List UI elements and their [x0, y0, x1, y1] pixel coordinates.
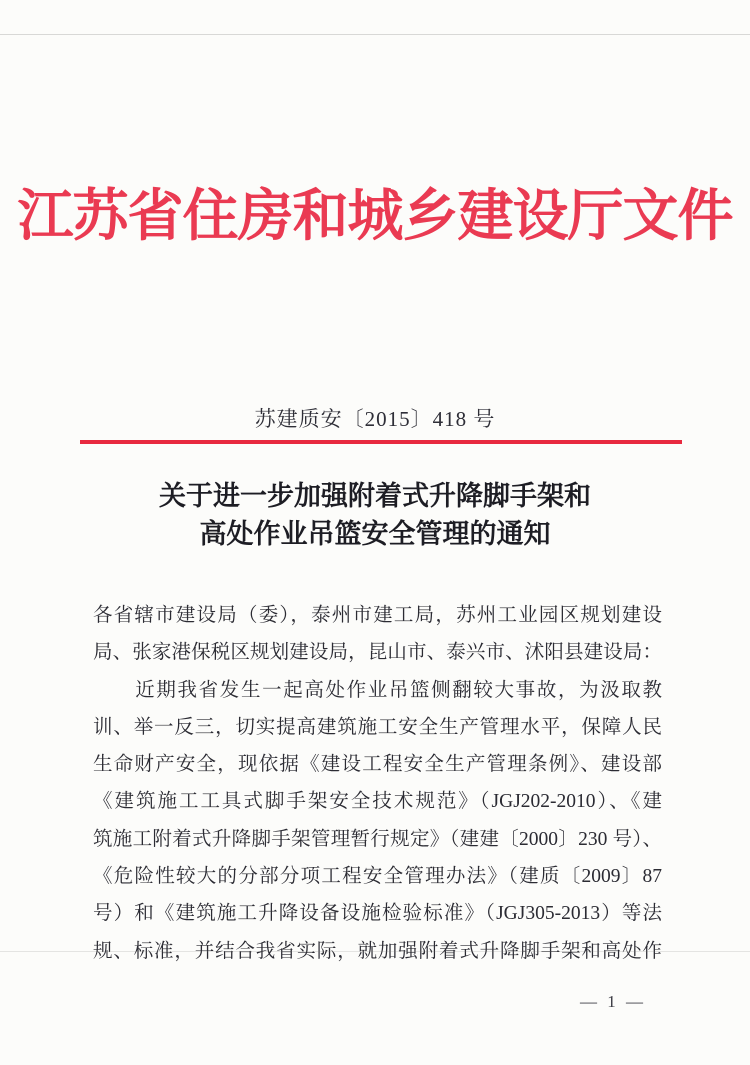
notice-title-line-1: 关于进一步加强附着式升降脚手架和 [159, 481, 591, 511]
body-line: 《危险性较大的分部分项工程安全管理办法》（建质〔2009〕87 [93, 866, 662, 888]
body-line: 局、张家港保税区规划建设局，昆山市、泰兴市、沭阳县建设局： [93, 642, 662, 664]
document-number: 苏建质安〔2015〕418 号 [254, 407, 496, 431]
body-line: 《建筑施工工具式脚手架安全技术规范》（JGJ202-2010）、《建 [93, 791, 662, 813]
page-number: — 1 — [580, 992, 646, 1011]
body-line: 生命财产安全，现依据《建设工程安全生产管理条例》、建设部 [93, 754, 662, 776]
body-line: 训、举一反三，切实提高建筑施工安全生产管理水平，保障人民 [93, 716, 662, 738]
red-divider-rule [80, 440, 682, 444]
scan-artifact-line-top [0, 34, 750, 35]
notice-title-line-2: 高处作业吊篮安全管理的通知 [199, 519, 551, 549]
body-line: 规、标准，并结合我省实际，就加强附着式升降脚手架和高处作 [93, 940, 662, 962]
letterhead-title: 江苏省住房和城乡建设厅文件 [17, 186, 733, 248]
body-line: 筑施工附着式升降脚手架管理暂行规定》（建建〔2000〕230 号）、 [93, 828, 662, 850]
notice-body [93, 597, 662, 970]
body-line: 各省辖市建设局（委），泰州市建工局，苏州工业园区规划建设 [93, 605, 662, 626]
body-line: 近期我省发生一起高处作业吊篮侧翻较大事故，为汲取教 [93, 679, 662, 701]
body-line: 号）和《建筑施工升降设备设施检验标准》（JGJ305-2013）等法 [93, 903, 662, 925]
scan-artifact-line-bottom [0, 951, 750, 952]
notice-title [0, 477, 750, 553]
